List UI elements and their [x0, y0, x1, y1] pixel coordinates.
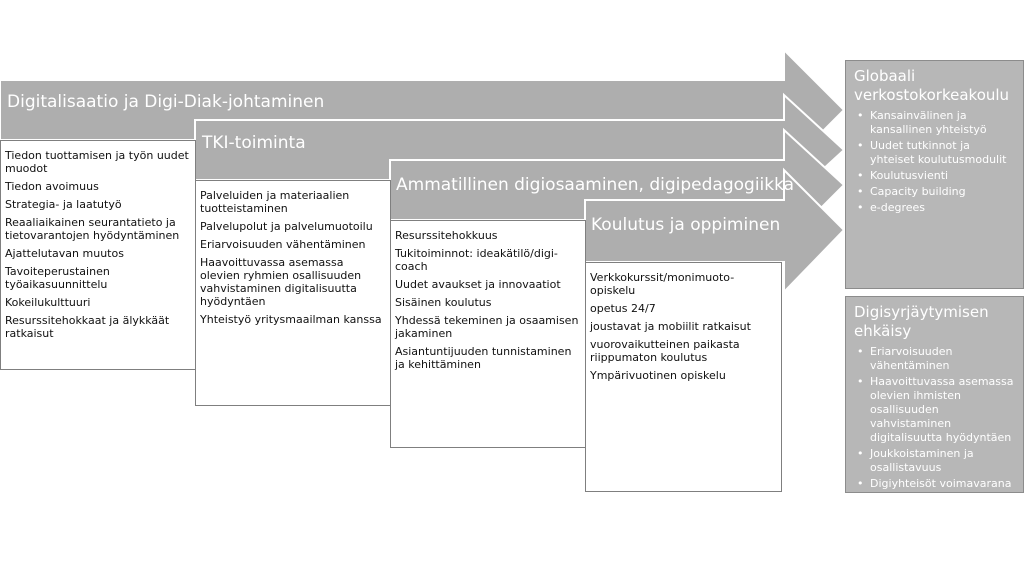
list-item: • Uudet tutkinnot ja yhteiset koulutusmodulit	[870, 139, 1015, 167]
side-box-title: Globaali verkostokorkeakoulu	[854, 67, 1010, 104]
list-item: Resurssitehokkaat ja älykkäät ratkaisut	[5, 314, 170, 340]
list-item: Yhdessä tekeminen ja osaamisen jakaminen	[395, 314, 579, 340]
side-box-title: Digisyrjäytymisen ehkäisy	[854, 303, 989, 340]
list-item: • Capacity building	[870, 185, 1015, 199]
list-item: • e-degrees	[870, 201, 1015, 215]
side-box-globaali	[845, 60, 1024, 289]
list-item: Tiedon avoimuus	[5, 180, 99, 193]
band-title-koulutus: Koulutus ja oppiminen	[591, 215, 781, 235]
list-item: • Eriarvoisuuden vähentäminen	[870, 345, 1015, 373]
list-item: • Joukkoistaminen ja osallistavuus	[870, 447, 1015, 475]
list-item: Tukitoiminnot: ideakätilö/digi-coach	[395, 247, 558, 273]
list-item: Verkkokurssit/monimuoto-opiskelu	[590, 271, 735, 297]
list-item: joustavat ja mobiilit ratkaisut	[590, 320, 751, 333]
list-item: Ympärivuotinen opiskelu	[590, 369, 726, 382]
list-item: Palveluiden ja materiaalien tuotteistaminen	[200, 189, 350, 215]
list-box-ammatillinen	[390, 220, 586, 448]
list-item: Strategia- ja laatutyö	[5, 198, 122, 211]
list-box-digitalisaatio	[0, 140, 196, 370]
side-box-list	[854, 345, 1015, 491]
list-item: opetus 24/7	[590, 302, 656, 315]
list-item: Eriarvoisuuden vähentäminen	[200, 238, 366, 251]
list-item: Reaaliaikainen seurantatieto ja tietovarantojen hyödyntäminen	[5, 216, 180, 242]
list-item: Tavoiteperustainen työaikasuunnittelu	[5, 265, 110, 291]
list-item: Asiantuntijuuden tunnistaminen ja kehittäminen	[395, 345, 572, 371]
list-item: Uudet avaukset ja innovaatiot	[395, 278, 561, 291]
list-box-tki	[195, 180, 391, 406]
list-item: • Digiyhteisöt voimavarana	[870, 477, 1015, 491]
list-item: Resurssitehokkuus	[395, 229, 498, 242]
list-item: Ajattelutavan muutos	[5, 247, 124, 260]
band-title-tki: TKI-toiminta	[202, 133, 306, 153]
band-title-digitalisaatio: Digitalisaatio ja Digi-Diak-johtaminen	[7, 92, 325, 112]
list-item: Tiedon tuottamisen ja työn uudet muodot	[5, 149, 189, 175]
list-item: vuorovaikutteinen paikasta riippumaton koulutus	[590, 338, 740, 364]
list-item: Sisäinen koulutus	[395, 296, 492, 309]
side-box-digisyrjaytyminen	[845, 296, 1024, 493]
list-item: • Kansainvälinen ja kansallinen yhteistyö	[870, 109, 1015, 137]
list-item: Palvelupolut ja palvelumuotoilu	[200, 220, 373, 233]
list-item: • Haavoittuvassa asemassa olevien ihmisten osallisuuden vahvistaminen digitalisuutta hyödyntäen	[870, 375, 1015, 445]
side-box-list	[854, 109, 1015, 215]
list-item: Yhteistyö yritysmaailman kanssa	[200, 313, 382, 326]
list-box-koulutus	[585, 262, 782, 492]
band-title-ammatillinen: Ammatillinen digiosaaminen, digipedagogiikka	[396, 175, 795, 195]
list-item: Haavoittuvassa asemassa olevien ryhmien osallisuuden vahvistaminen digitalisuutta hyödyntäen	[200, 256, 362, 308]
list-item: • Koulutusvienti	[870, 169, 1015, 183]
list-item: Kokeilukulttuuri	[5, 296, 91, 309]
